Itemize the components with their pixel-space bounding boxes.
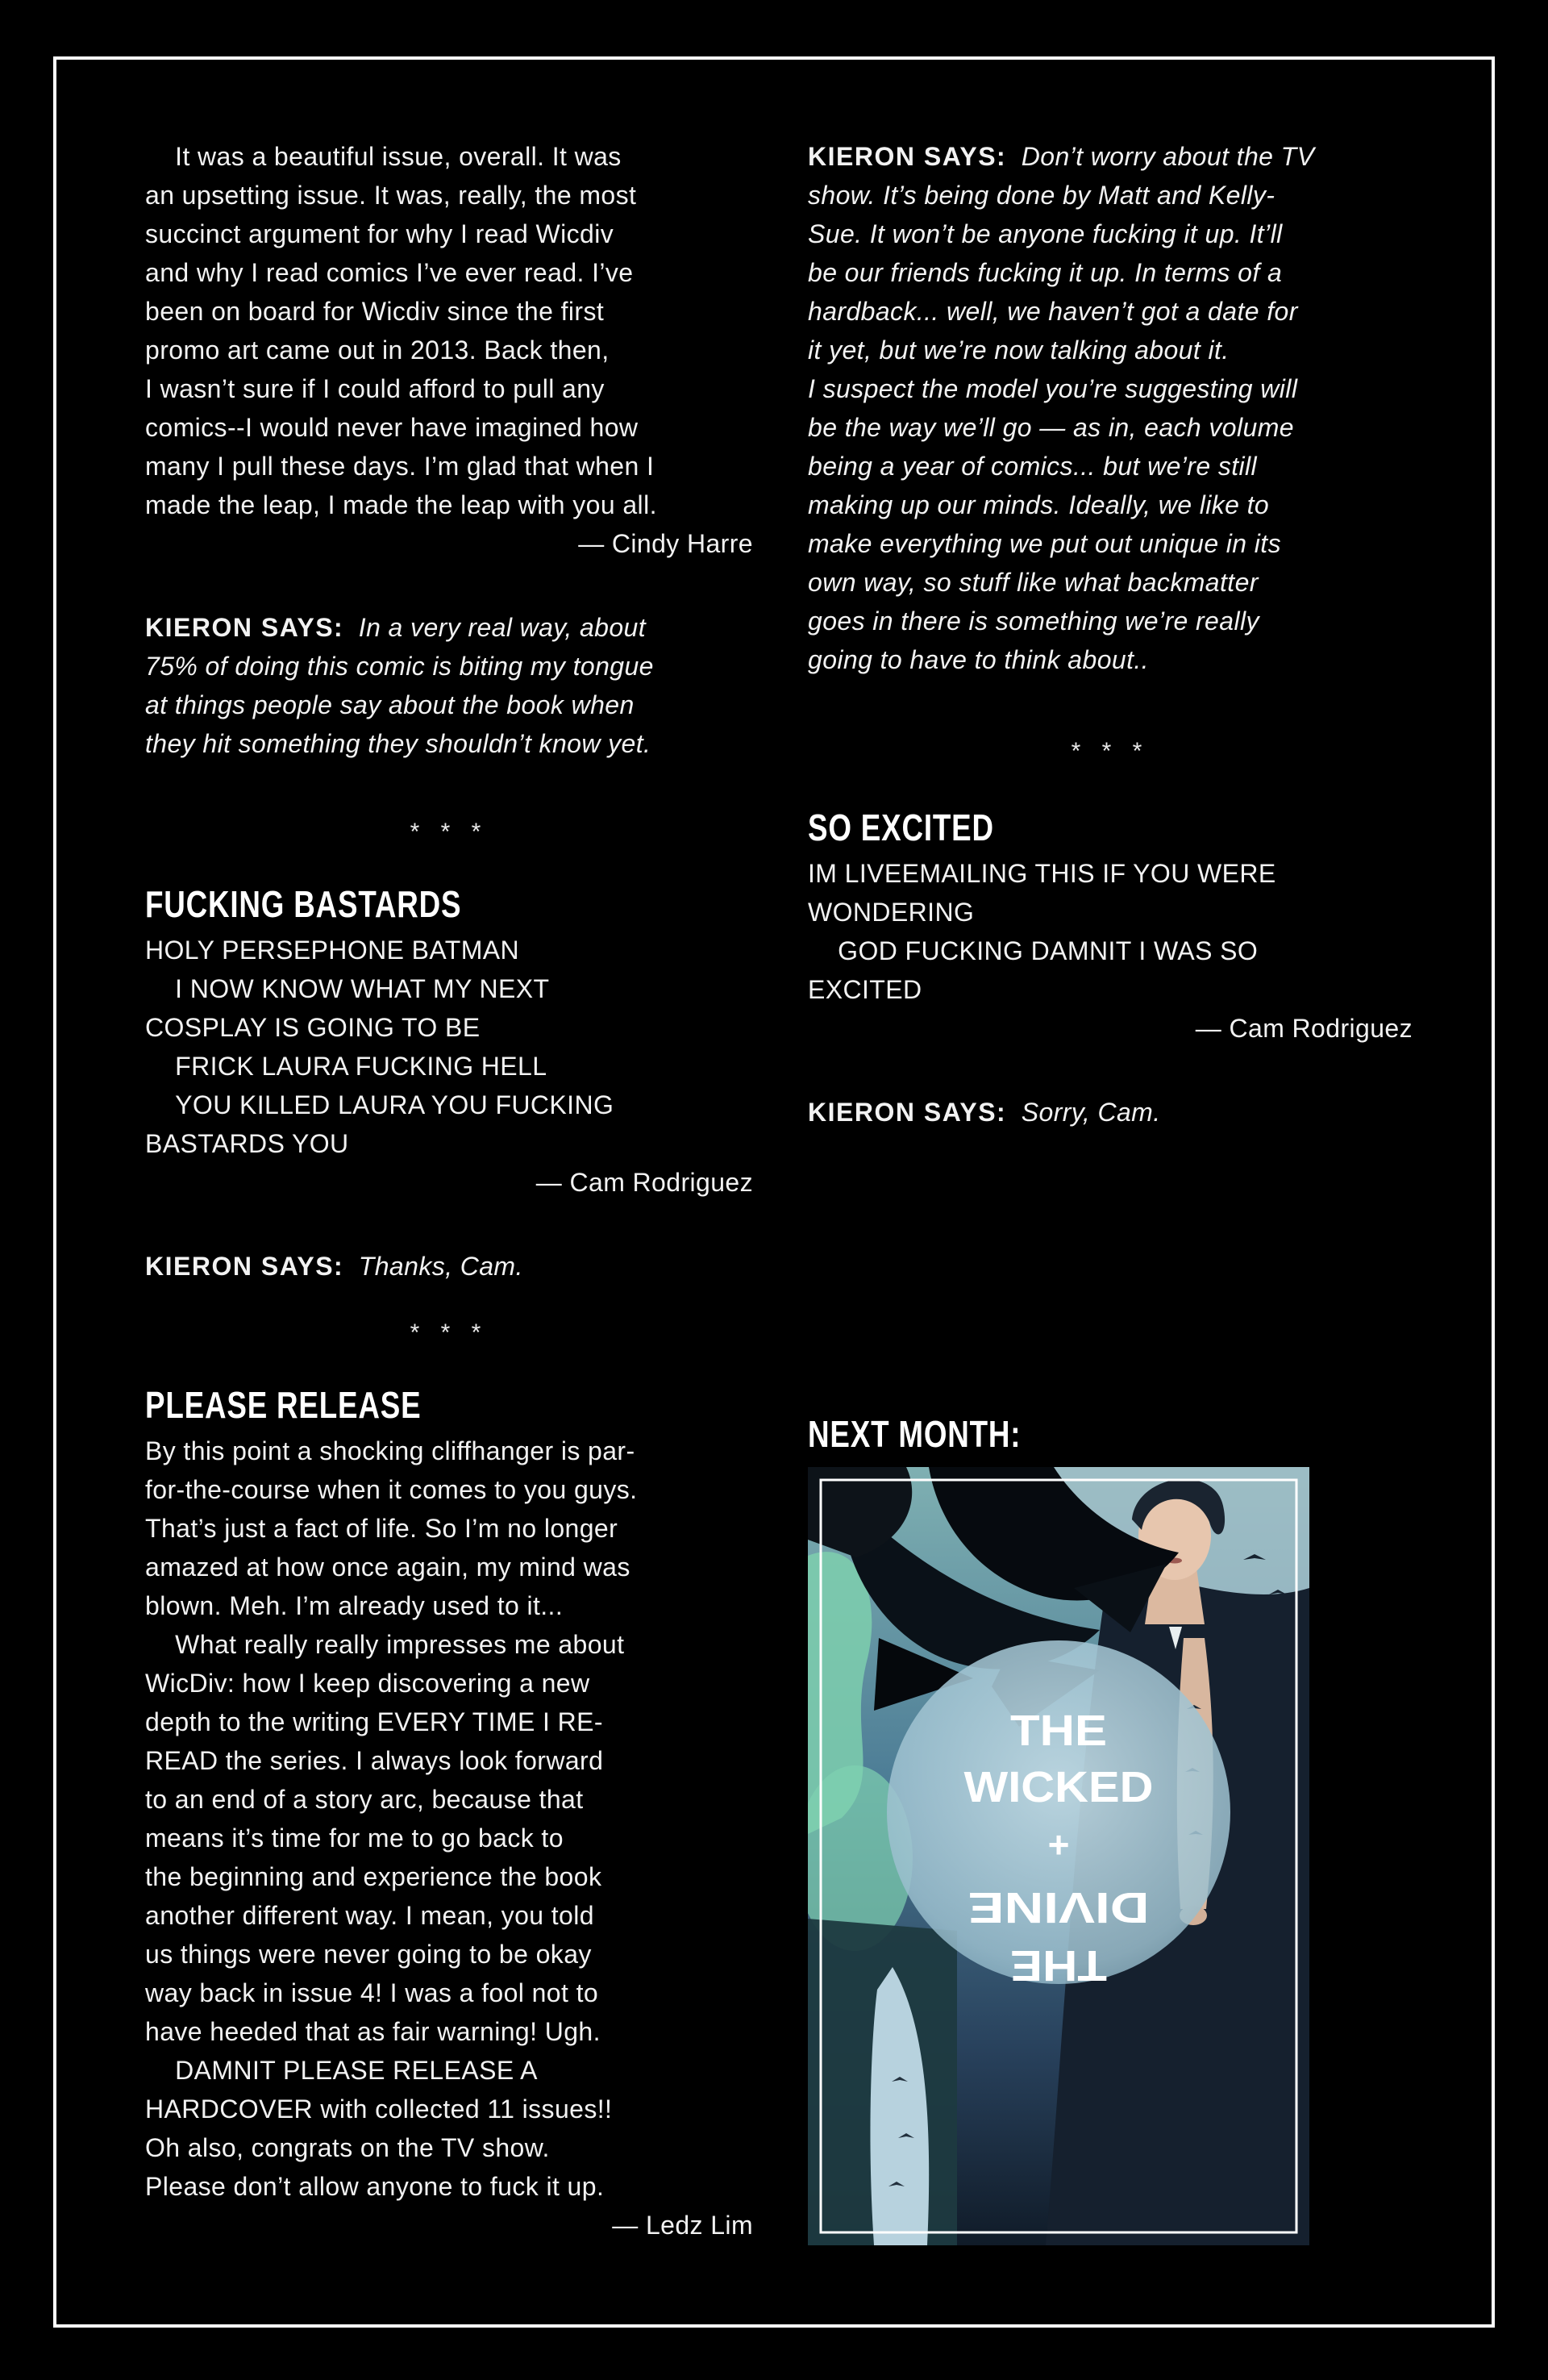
section-divider: * * * bbox=[1071, 738, 1150, 765]
letter-ledz-body: By this point a shocking cliffhanger is par- for-the-course when it comes to you guys. That’s just a fact of life. So I’m no longer amazed at how once again, my mind was blown. Meh. I’m already used to it... What really really impresses me about WicDiv: how I keep discovering a new depth to the writing EVERY TIME I RE- READ the series. I always look forward to an end of a story arc, because that means it’s time for me to go back to the beginning and experience the book another different way. I mean, you told us things were never going to be okay way back in issue 4! I was a fool not to have heeded that as fair warning! Ugh. DAMNIT PLEASE RELEASE A HARDCOVER with collected 11 issues!! Oh also, congrats on the TV show. Please don’t allow anyone to fuck it up. bbox=[145, 1436, 638, 2201]
page-border-frame bbox=[53, 56, 1495, 2328]
kieron-reply-1 bbox=[145, 608, 753, 763]
heading-so-excited: SO EXCITED bbox=[808, 807, 994, 848]
letter-cindy-signature: — Cindy Harre bbox=[578, 529, 753, 558]
cover-logo-circle bbox=[887, 1640, 1230, 1984]
heading-next-month: NEXT MONTH: bbox=[808, 1413, 1022, 1455]
heading-please-release: PLEASE RELEASE bbox=[145, 1384, 422, 1426]
kieron-reply-text: Thanks, Cam. bbox=[343, 1252, 523, 1281]
cover-logo-wicked: WICKED bbox=[963, 1763, 1154, 1811]
next-month-cover-art bbox=[808, 1467, 1309, 2245]
kieron-says-label: KIERON SAYS: bbox=[145, 613, 344, 642]
letter-cindy-body: It was a beautiful issue, overall. It was an upsetting issue. It was, really, the most succinct argument for why I read Wicdiv and why I read comics I’ve ever read. I’ve been on board for Wicdiv since the first promo art came out in 2013. Back then, I wasn’t sure if I could afford to pull any comics--I would never have imagined how many I pull these days. I’m glad that when I made the leap, I made the leap with you all. bbox=[145, 142, 657, 519]
kieron-says-label: KIERON SAYS: bbox=[808, 142, 1007, 171]
letter-cam2-signature: — Cam Rodriguez bbox=[1195, 1014, 1413, 1043]
letter-cam2-body: IM LIVEEMAILING THIS IF YOU WERE WONDERING GOD FUCKING DAMNIT I WAS SO EXCITED bbox=[808, 859, 1276, 1004]
kieron-reply-text: Sorry, Cam. bbox=[1006, 1098, 1161, 1127]
cover-logo-plus: + bbox=[1047, 1824, 1070, 1865]
kieron-says-label: KIERON SAYS: bbox=[808, 1098, 1007, 1127]
cover-logo-divine-flipped: DIVINE bbox=[968, 1883, 1150, 1932]
section-divider: * * * bbox=[410, 819, 489, 845]
letter-cam-signature: — Cam Rodriguez bbox=[535, 1168, 753, 1197]
right-column bbox=[808, 137, 1413, 2245]
letter-cam-body: HOLY PERSEPHONE BATMAN I NOW KNOW WHAT MY NEXT COSPLAY IS GOING TO BE FRICK LAURA FUCKING HELL YOU KILLED LAURA YOU FUCKING BASTARDS YOU bbox=[145, 936, 614, 1158]
cover-logo-the: THE bbox=[1010, 1707, 1107, 1755]
left-column bbox=[145, 137, 753, 2245]
cover-logo-the-flipped: THE bbox=[1010, 1941, 1107, 1990]
kieron-reply-4 bbox=[808, 1093, 1413, 1132]
letter-ledz-signature: — Ledz Lim bbox=[612, 2211, 753, 2240]
kieron-reply-text: Don’t worry about the TV show. It’s being done by Matt and Kelly- Sue. It won’t be anyone fucking it up. It’ll be our friends fucking it up. In terms of a hardback... well, we haven’t got a date for it yet, but we’re now talking about it. I suspect the model you’re suggesting will be the way we’ll go — as in, each volume being a year of comics... but we’re still making up our minds. Ideally, we like to make everything we put out unique in its own way, so stuff like what backmatter goes in there is something we’re really going to have to think about.. bbox=[808, 142, 1315, 674]
kieron-reply-2 bbox=[145, 1247, 753, 1286]
kieron-reply-3 bbox=[808, 137, 1413, 679]
kieron-reply-text: In a very real way, about 75% of doing this comic is biting my tongue at things people say about the book when they hit something they shouldn’t know yet. bbox=[145, 613, 654, 758]
kieron-says-label: KIERON SAYS: bbox=[145, 1252, 344, 1281]
heading-fucking-bastards: FUCKING BASTARDS bbox=[145, 883, 462, 925]
section-divider: * * * bbox=[410, 1319, 489, 1346]
